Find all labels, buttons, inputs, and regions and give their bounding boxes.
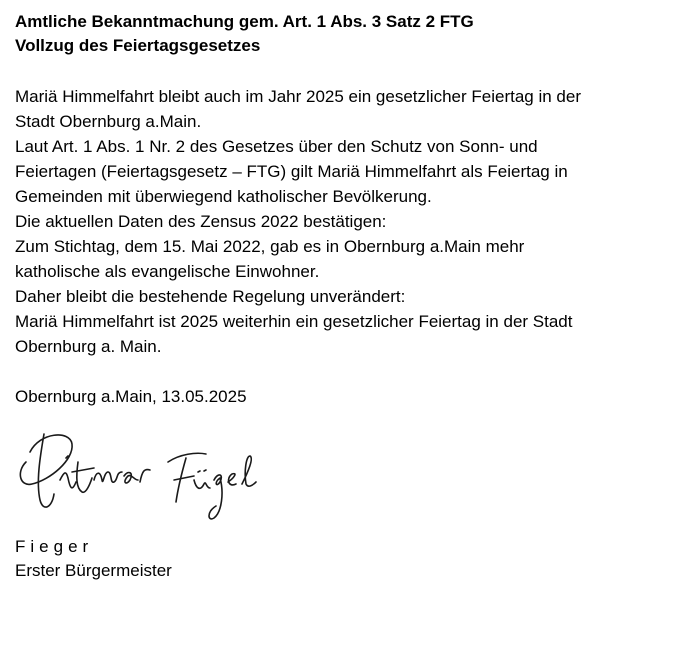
body-line: Feiertagen (Feiertagsgesetz – FTG) gilt Mariä Himmelfahrt als Feiertag in bbox=[15, 162, 568, 181]
place-date: Obernburg a.Main, 13.05.2025 bbox=[15, 387, 247, 406]
body-line: Obernburg a. Main. bbox=[15, 337, 162, 356]
body-line: Mariä Himmelfahrt bleibt auch im Jahr 2025 ein gesetzlicher Feiertag in der bbox=[15, 87, 581, 106]
body-line: Laut Art. 1 Abs. 1 Nr. 2 des Gesetzes über den Schutz von Sonn- und bbox=[15, 137, 538, 156]
body-line: Daher bleibt die bestehende Regelung unverändert: bbox=[15, 287, 406, 306]
notice-subheading: Vollzug des Feiertagsgesetzes bbox=[15, 36, 261, 55]
body-line: Zum Stichtag, dem 15. Mai 2022, gab es in Obernburg a.Main mehr bbox=[15, 237, 525, 256]
body-line: Die aktuellen Daten des Zensus 2022 bestätigen: bbox=[15, 212, 387, 231]
signer-name-text: Fieger bbox=[15, 537, 94, 556]
signer-role: Erster Bürgermeister bbox=[15, 561, 172, 580]
notice-body bbox=[15, 84, 670, 359]
notice-heading: Amtliche Bekanntmachung gem. Art. 1 Abs. 3 Satz 2 FTG bbox=[15, 12, 474, 31]
handwritten-signature bbox=[10, 422, 270, 532]
signer-name bbox=[15, 535, 172, 559]
document bbox=[15, 10, 670, 409]
body-line: Gemeinden mit überwiegend katholischer Bevölkerung. bbox=[15, 187, 432, 206]
body-line: katholische als evangelische Einwohner. bbox=[15, 262, 320, 281]
body-line: Stadt Obernburg a.Main. bbox=[15, 112, 202, 131]
body-line: Mariä Himmelfahrt ist 2025 weiterhin ein gesetzlicher Feiertag in der Stadt bbox=[15, 312, 573, 331]
signer-block bbox=[15, 535, 172, 583]
